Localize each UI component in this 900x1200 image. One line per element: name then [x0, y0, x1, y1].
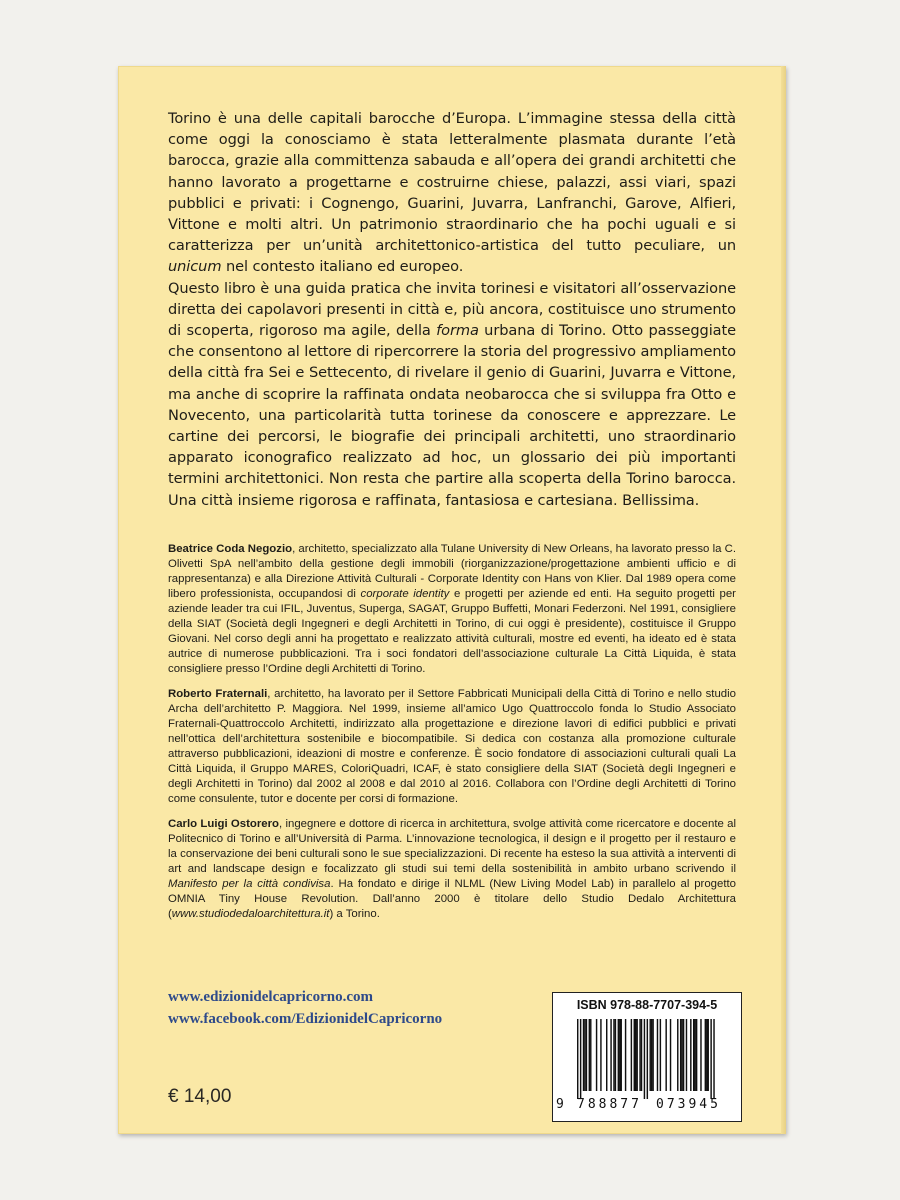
book-back-cover: [118, 66, 786, 1134]
barcode-digit-first: 9: [556, 1097, 564, 1112]
barcode-bar: [618, 1019, 619, 1091]
barcode-bar: [590, 1019, 591, 1091]
barcode-bar: [580, 1019, 581, 1099]
barcode-bar: [621, 1019, 622, 1091]
barcode-bar: [683, 1019, 684, 1091]
barcode-bar: [644, 1019, 645, 1099]
blurb-paragraph-1: Torino è una delle capitali barocche d’Europa. L’immagine stessa della città come oggi la conosciamo è stata letteralmente plasmata durante l’età barocca, grazie alla committenza sabauda e all’opera dei grandi architetti che hanno lavorato a progettarne e costruirne chiese, palazzi, assi viari, spazi pubblici e privati: i Cognengo, Guarini, Juvarra, Lanfranchi, Garove, Alfieri, Vittone e molti altri. Un patrimonio straordinario che ha pochi uguali e si caratterizza per un’unità architettonico-artistica del tutto peculiare, un unicum nel contesto italiano ed europeo.: [168, 110, 736, 276]
barcode-bar: [584, 1019, 585, 1091]
author-bios: [168, 542, 736, 932]
cover-edge: [781, 66, 786, 1134]
author-name: Roberto Fraternali: [168, 688, 268, 700]
barcode-bar: [606, 1019, 607, 1091]
facebook-link[interactable]: www.facebook.com/EdizionidelCapricorno: [168, 1011, 443, 1027]
barcode-bar: [650, 1019, 651, 1091]
barcode-bar: [639, 1019, 640, 1091]
barcode-bar: [631, 1019, 632, 1091]
barcode-bar: [660, 1019, 661, 1091]
isbn-barcode: [552, 992, 742, 1122]
barcode-bar: [657, 1019, 658, 1091]
barcode-bar: [641, 1019, 642, 1091]
barcode-bar: [686, 1019, 687, 1091]
blurb-text: [168, 108, 736, 511]
barcode-bar: [710, 1019, 711, 1099]
barcode-bar: [677, 1019, 678, 1091]
blurb-paragraph-2: Questo libro è una guida pratica che invita torinesi e visitatori all’osservazione diretta dei capolavori presenti in città e, più ancora, costituisce uno strumento di scoperta, rigoroso ma agile, della forma urbana di Torino. Otto passeggiate che consentono al lettore di ripercorrere la storia del progressivo ampliamento della città fra Sei e Settecento, di rivelare il genio di Guarini, Juvarra e Vittone, ma anche di scoprire la raffinata ondata neobarocca che si sviluppa fra Otto e Novecento, una particolarità tutta torinese da conoscere e apprezzare. Le cartine dei percorsi, le biografie dei principali architetti, uno straordinario apparato iconografico realizzato ad hoc, un glossario dei più importanti termini architettonici. Non resta che partire alla scoperta della Torino barocca. Una città insieme rigorosa e raffinata, fantasiosa e cartesiana. Bellissima.: [168, 279, 736, 509]
website-link[interactable]: www.edizionidelcapricorno.com: [168, 989, 373, 1005]
barcode-bar: [690, 1019, 691, 1091]
barcode-bar: [610, 1019, 611, 1091]
barcode-digits-left: 788877: [577, 1097, 642, 1112]
barcode-bar: [596, 1019, 597, 1091]
barcode-bar: [693, 1019, 694, 1091]
barcode-bar: [634, 1019, 635, 1091]
isbn-number: ISBN 978-88-7707-394-5: [576, 998, 718, 1012]
barcode-icon: [563, 1019, 731, 1099]
barcode-bar: [670, 1019, 671, 1091]
barcode-bar: [700, 1019, 701, 1091]
barcode-bar: [708, 1019, 709, 1091]
barcode-bar: [577, 1019, 578, 1099]
author-name: Carlo Luigi Ostorero: [168, 818, 280, 830]
barcode-bar: [615, 1019, 616, 1091]
barcode-bar: [613, 1019, 614, 1091]
barcode-bar: [619, 1019, 620, 1091]
barcode-bar: [665, 1019, 666, 1091]
barcode-bar: [625, 1019, 626, 1091]
barcode-bar: [636, 1019, 637, 1091]
barcode-bar: [694, 1019, 695, 1091]
blurb-emphasis-forma: forma: [436, 322, 479, 340]
barcode-bar: [696, 1019, 697, 1091]
barcode-bar: [589, 1019, 590, 1091]
barcode-bar: [652, 1019, 653, 1091]
barcode-bar: [713, 1019, 714, 1099]
publisher-links: [168, 986, 442, 1030]
barcode-bar: [600, 1019, 601, 1091]
barcode-bar: [706, 1019, 707, 1091]
barcode-digits-right: 073945: [656, 1097, 721, 1112]
barcode-bar: [681, 1019, 682, 1091]
barcode-bar: [647, 1019, 648, 1099]
barcode-bar: [680, 1019, 681, 1091]
barcode-bar: [635, 1019, 636, 1091]
barcode-bar: [651, 1019, 652, 1091]
bio-coda-negozio: Beatrice Coda Negozio, architetto, specializzato alla Tulane University di New Orleans, ha lavorato presso la C. Olivetti SpA nell’ambito della gestione degli immobili (riorganizzazione/progettazione ambienti ufficio e di rappresentanza) e alla Direzione Attività Culturali - Corporate Identity con Hans von Klier. Dal 1989 opera come libero professionista, occupandosi di corporate identity e progetti per aziende ed enti. Ha seguito progetti per aziende leader tra cui IFIL, Juventus, Superga, SAGAT, Gruppo Buffetti, Monari Federzoni. Nel 1991, consigliere della SIAT (Società degli Ingegneri e degli Architetti in Torino, di cui oggi è presidente), costituisce il Gruppo Giovani. Nel corso degli anni ha progettato e realizzato attività culturali, mostre ed eventi, ha ideato ed è stata autrice di numerose pubblicazioni. Tra i soci fondatori dell’associazione culturale La Città Liquida, è stata consigliere presso l’Ordine degli Architetti di Torino.: [168, 543, 736, 675]
author-name: Beatrice Coda Negozio: [168, 543, 293, 555]
barcode-bar: [586, 1019, 587, 1091]
barcode-bar: [705, 1019, 706, 1091]
blurb-emphasis-unicum: unicum: [168, 258, 222, 276]
bio-fraternali: Roberto Fraternali, architetto, ha lavorato per il Settore Fabbricati Municipali della Città di Torino e nello studio Archa dell’architetto P. Maggiora. Nel 1999, insieme all’amico Ugo Quattroccolo fonda lo Studio Associato Fraternali-Quattroccolo Architetti, indirizzato alla progettazione e direzione lavori di edifici pubblici e privati nell’ottica dell’architettura sostenibile e biocompatibile. Si dedica con costanza alla promozione culturale attraverso pubblicazioni, ideazioni di mostre e conferenze. È socio fondatore di associazioni culturali quali La Città Liquida, il Gruppo MARES, ColoriQuadri, ICAF, è stato consigliere della SIAT (Società degli Ingegneri e degli Architetti in Torino) dal 2002 al 2008 e dal 2010 al 2016. Collabora con l’Ordine degli Architetti di Torino come consulente, tutor e docente per corsi di formazione.: [168, 688, 736, 805]
price-label: € 14,00: [168, 1086, 232, 1107]
barcode-bar: [583, 1019, 584, 1091]
bio-ostorero: Carlo Luigi Ostorero, ingegnere e dottore di ricerca in architettura, svolge attività come ricercatore e docente al Politecnico di Torino e all’Università di Parma. L’innovazione tecnologica, il design e il progetto per il restauro e la conservazione dei beni culturali sono le sue specializzazioni. Di recente ha esteso la sua attività a interventi di art and landscape design e focalizzato gli studi sui temi della sostenibilità in ambito urbano scrivendo il Manifesto per la città condivisa. Ha fondato e dirige il NLML (New Living Model Lab) in parallelo al progetto OMNIA Tiny House Revolution. Dall’anno 2000 è titolare dello Studio Dedalo Architettura (www.studiodedaloarchitettura.it) a Torino.: [168, 818, 736, 920]
